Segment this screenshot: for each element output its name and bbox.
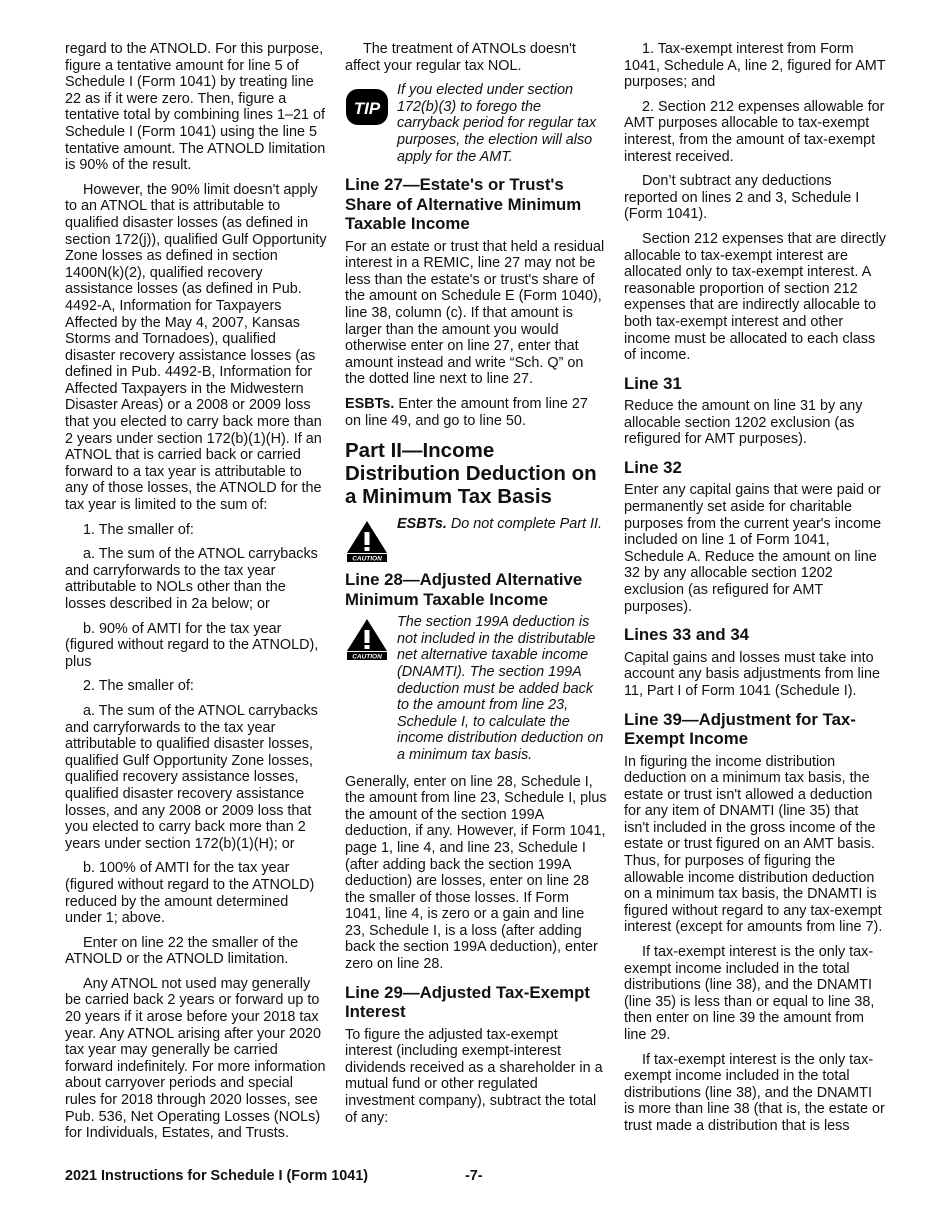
page-number: -7- — [465, 1168, 483, 1184]
paragraph: If tax-exempt interest is the only tax-exempt income included in the total distributions (line 38), and the DNAMTI is more than line 38 (that is, the estate or trust made a distribution that is less — [624, 1051, 885, 1134]
tip-notice — [345, 82, 607, 165]
list-item: 2. Section 212 expenses allowable for AMT purposes allocable to tax-exempt interest, from the amount of tax-exempt interest received. — [624, 98, 885, 165]
tip-text: If you elected under section 172(b)(3) to forego the carryback period for regular tax purposes, the election will also apply for the AMT. — [397, 82, 597, 165]
list-item: b. 100% of AMTI for the tax year (figured without regard to the ATNOLD) reduced by the amount determined under 1; above. — [65, 860, 315, 927]
heading-line-27: Line 27—Estate's or Trust's Share of Alternative Minimum Taxable Income — [345, 175, 582, 234]
esbts-text: Enter the amount from line 27 on line 49, and go to line 50. — [345, 396, 588, 429]
caution-icon — [345, 519, 389, 563]
paragraph: If tax-exempt interest is the only tax-exempt income included in the total distributions (line 38), and the DNAMTI (line 35) is less than or equal to line 38, then enter on line 39 the amount from line 29. — [624, 944, 875, 1043]
list-item: b. 90% of AMTI for the tax year (figured without regard to the ATNOLD), plus — [65, 620, 319, 670]
paragraph — [345, 396, 607, 429]
heading-line-28: Line 28—Adjusted Alternative Minimum Taxable Income — [345, 570, 583, 609]
paragraph: Don’t subtract any deductions reported on lines 2 and 3, Schedule I (Form 1041). — [624, 173, 860, 223]
caution-text — [397, 516, 602, 532]
caution-notice — [345, 516, 607, 563]
caution-icon-label: CAUTION — [352, 653, 382, 661]
heading-line-31: Line 31 — [624, 373, 682, 393]
paragraph: Any ATNOL not used may generally be carried back 2 years or forward up to 20 years if it arose before your 2018 tax year. Any ATNOL arising after your 2020 tax year may generally be carried forward indefinitely. For more information about carryover periods and special rules for 2018 through 2020 losses, see Pub. 536, Net Operating Losses (NOLs) for Individuals, Estates, and Trusts. — [65, 975, 326, 1142]
caution-notice — [345, 614, 607, 763]
tip-icon — [345, 85, 389, 129]
list-item: 1. Tax-exempt interest from Form 1041, Schedule A, line 2, figured for AMT purposes; and — [624, 41, 886, 91]
footer-title: 2021 Instructions for Schedule I (Form 1041) — [65, 1168, 369, 1184]
caution-icon-label: CAUTION — [352, 555, 382, 563]
paragraph: For an estate or trust that held a residual interest in a REMIC, line 27 may not be less than the estate's or trust's share of the amount on Schedule E (Form 1040), line 38, column (c). If that amount is larger than the amount you would otherwise enter on line 27, enter that amount instead and write “Sch. Q” on the dotted line next to line 27. — [345, 238, 605, 388]
caution-icon — [345, 617, 389, 661]
caution-text: The section 199A deduction is not included in the distributable net alternative taxable income (DNAMTI). The section 199A deduction must be added back to the amount from line 23, Schedule I, to calculate the income distribution deduction on a minimum tax basis. — [397, 614, 604, 763]
paragraph: Capital gains and losses must take into account any basis adjustments from line 11, Part I of Form 1041 (Schedule I). — [624, 649, 880, 699]
heading-line-39: Line 39—Adjustment for Tax-Exempt Income — [624, 709, 856, 748]
column-3 — [624, 41, 886, 1143]
caution-bold: ESBTs. — [397, 516, 447, 533]
paragraph: Enter any capital gains that were paid or permanently set aside for charitable purposes from the current year's income included on line 1 of Form 1041, Schedule A. Reduce the amount on line 32 by any allocable section 1202 exclusion (as refigured for AMT purposes). — [624, 482, 882, 615]
heading-part-2: Part II—Income Distribution Deduction on a Minimum Tax Basis — [345, 439, 597, 509]
paragraph: Reduce the amount on line 31 by any allocable section 1202 exclusion (as refigured for AMT purposes). — [624, 398, 863, 448]
column-1 — [65, 41, 327, 1150]
esbts-label: ESBTs. — [345, 396, 395, 412]
paragraph: Section 212 expenses that are directly allocable to tax-exempt interest are allocated only to tax-exempt interest. A reasonable proportion of section 212 expenses that are indirectly allocable to both tax-exempt interest and other income must be allocated to each class of income. — [624, 230, 886, 364]
paragraph: However, the 90% limit doesn't apply to an ATNOL that is attributable to qualified disaster losses (as defined in section 172(j)), qualified Gulf Opportunity Zone losses as defined in section 1400N(k)(2), qualified recovery assistance losses (as defined in Pub. 4492-A, Information for Taxpayers Affected by the May 4, 2007, Kansas Storms and Tornadoes), qualified disaster recovery assistance losses (as defined in Pub. 4492-B, Information for Affected Taxpayers in the Midwestern Disaster Areas) or a 2008 or 2009 loss that you elected to carry back more than 2 years under section 172(b)(1)(H). If an ATNOL that is carried back or carried forward to a tax year is attributable to any of those losses, the ATNOLD for the tax year is limited to the sum of: — [65, 181, 327, 514]
list-item: a. The sum of the ATNOL carrybacks and carryforwards to the tax year attributable to NOLs other than the losses described in 2a below; or — [65, 546, 318, 612]
heading-lines-33-34: Lines 33 and 34 — [624, 625, 749, 645]
caution-body: Do not complete Part II. — [446, 516, 603, 533]
paragraph: regard to the ATNOLD. For this purpose, figure a tentative amount for line 5 of Schedule I (Form 1041) by treating line 22 as if it were zero. Then, figure a tentative total by combining lines 1–21 of Schedule I (Form 1041) using the line 5 tentative amount. The ATNOLD limitation is 90% of the result. — [65, 41, 326, 174]
heading-line-32: Line 32 — [624, 457, 682, 477]
paragraph: The treatment of ATNOLs doesn't affect your regular tax NOL. — [345, 41, 576, 74]
list-item: 2. The smaller of: — [83, 678, 194, 695]
paragraph: Enter on line 22 the smaller of the ATNOLD or the ATNOLD limitation. — [65, 934, 299, 968]
list-item: a. The sum of the ATNOL carrybacks and carryforwards to the tax year attributable to qualified disaster losses, qualified Gulf Opportunity Zone losses, qualified recovery assistance losses, qualified disaster recovery assistance losses, and any 2008 or 2009 loss that you elected to carry back more than 2 years under section 172(b)(1)(H); or — [65, 702, 318, 852]
tip-icon-label: TIP — [353, 99, 381, 119]
column-2 — [345, 41, 607, 1134]
list-item: 1. The smaller of: — [83, 521, 194, 538]
heading-line-29: Line 29—Adjusted Tax-Exempt Interest — [345, 982, 590, 1022]
paragraph: In figuring the income distribution deduction on a minimum tax basis, the estate or trust isn't allowed a deduction for any item of DNAMTI (line 35) that isn't included in the gross income of the estate or trust figured on an AMT basis. Thus, for purposes of figuring the allowable income distribution deduction on a minimum tax basis, the DNAMTI is figured without regard to any tax-exempt interest (except for amounts from line 7). — [624, 753, 883, 936]
paragraph: Generally, enter on line 28, Schedule I, the amount from line 23, Schedule I, plus the amount of the section 199A deduction, if any. However, if Form 1041, page 1, line 4, and line 23, Schedule I (after adding back the section 199A deduction) are losses, enter on line 28 the smaller of those losses. If Form 1041, line 4, is zero or a gain and line 23, Schedule I, is a loss (after adding back the section 199A deduction), enter zero on line 28. — [345, 773, 607, 973]
paragraph: To figure the adjusted tax-exempt interest (including exempt-interest dividends received as a shareholder in a mutual fund or other regulated investment company), subtract the total of any: — [345, 1026, 603, 1126]
